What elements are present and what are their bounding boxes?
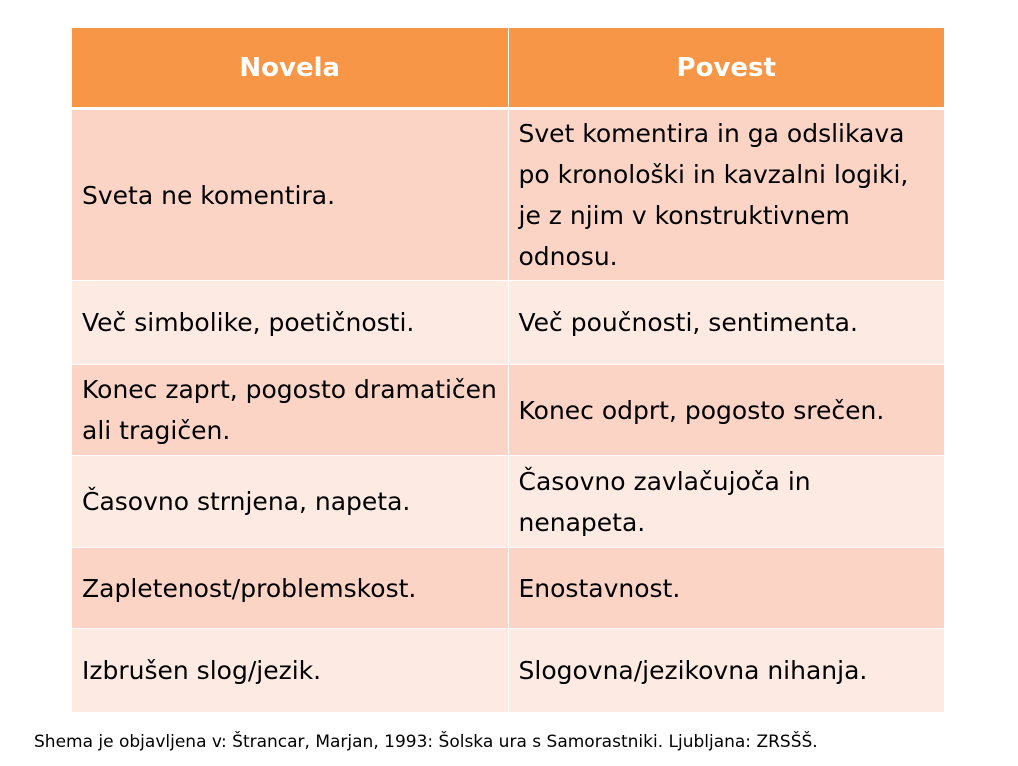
table-row (72, 365, 944, 456)
povest-cell: Enostavnost. (508, 548, 944, 629)
table-header (72, 28, 944, 109)
table-row (72, 548, 944, 629)
novela-cell: Konec zaprt, pogosto dramatičen ali tragičen. (72, 365, 508, 456)
source-citation: Shema je objavljena v: Štrancar, Marjan, 1993: Šolska ura s Samorastniki. Ljubljana: ZRSŠŠ. (34, 732, 818, 752)
table-row (72, 281, 944, 365)
novela-cell: Časovno strnjena, napeta. (72, 456, 508, 548)
table-row (72, 109, 944, 281)
povest-cell: Konec odprt, pogosto srečen. (508, 365, 944, 456)
novela-cell: Sveta ne komentira. (72, 109, 508, 281)
header-novela: Novela (72, 28, 508, 109)
comparison-table (72, 28, 944, 712)
novela-cell: Izbrušen slog/jezik. (72, 629, 508, 713)
novela-cell: Več simbolike, poetičnosti. (72, 281, 508, 365)
table-row (72, 456, 944, 548)
povest-cell: Več poučnosti, sentimenta. (508, 281, 944, 365)
header-povest: Povest (508, 28, 944, 109)
table-row (72, 629, 944, 713)
header-row (72, 28, 944, 109)
povest-cell: Svet komentira in ga odslikava po kronološki in kavzalni logiki, je z njim v konstruktivnem odnosu. (508, 109, 944, 281)
povest-cell: Slogovna/jezikovna nihanja. (508, 629, 944, 713)
novela-cell: Zapletenost/problemskost. (72, 548, 508, 629)
table-body (72, 109, 944, 713)
povest-cell: Časovno zavlačujoča in nenapeta. (508, 456, 944, 548)
